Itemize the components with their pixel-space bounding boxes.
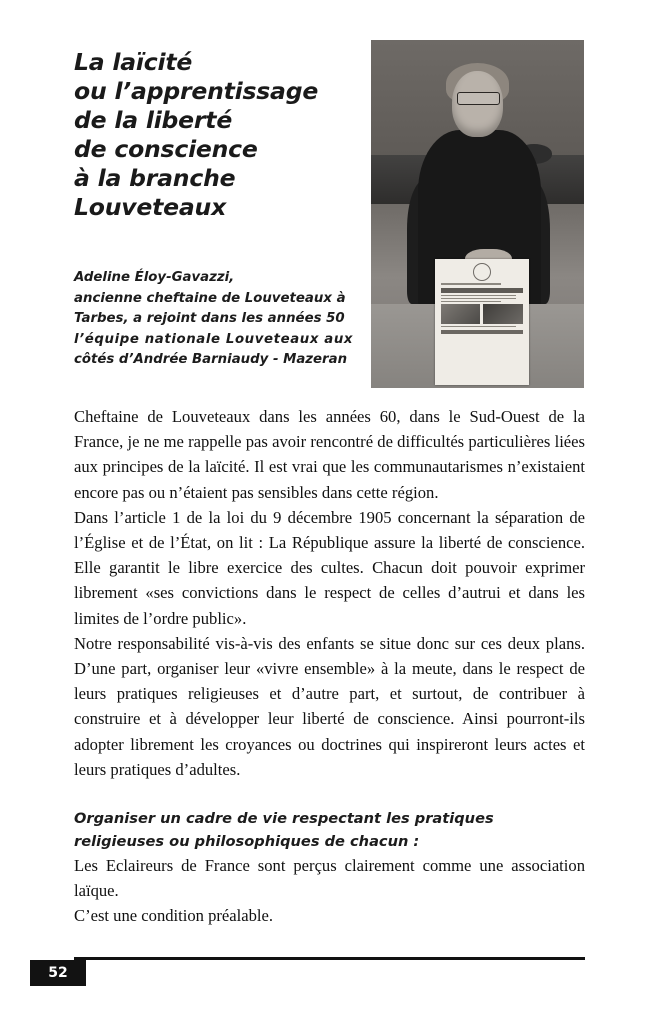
leaflet-heading-band — [441, 288, 523, 293]
byline-line-3: Tarbes, a rejoint dans les années 50 — [74, 311, 345, 326]
leaflet-text-line — [441, 301, 501, 302]
leaflet-image-row — [441, 304, 523, 324]
paragraph-4: Les Eclaireurs de France sont perçus clairement comme une association laïque. — [74, 856, 585, 901]
paragraph-2: Dans l’article 1 de la loi du 9 décembre 1905 concernant la séparation de l’Église et de l’État, on lit : La République assure la liberté de conscience. Elle garantit le libre exercice des cultes. Chacun doit pouvoir exprimer librement «ses convictions dans le respect de celles d’autrui et dans les limites de l’ordre public». — [74, 507, 585, 628]
leaflet-text-line — [441, 295, 516, 296]
author-byline — [74, 268, 374, 371]
footer-divider — [74, 957, 585, 960]
article-body — [74, 404, 585, 929]
byline-line-5: côtés d’Andrée Barniaudy - Mazeran — [74, 352, 348, 367]
leaflet-photo — [483, 304, 522, 324]
section-subheading: Organiser un cadre de vie respectant les pratiques religieuses ou philosophiques de chacun : — [74, 810, 494, 850]
leaflet-text-line — [441, 326, 516, 327]
paragraph-3: Notre responsabilité vis-à-vis des enfants se situe donc sur ces deux plans. D’une part, organiser leur «vivre ensemble» à la meute, dans le respect de leurs pratiques religieuses et d’autre part, et surtout, de contribuer à construire et à développer leur liberté de conscience. Ainsi pourront-ils adopter librement les croyances ou doctrines qui inspireront leurs actes et leurs pratiques d’adultes. — [74, 633, 585, 779]
byline-line-4: l’équipe nationale Louveteaux aux — [74, 331, 354, 347]
title-line-1: La laïcité — [74, 48, 193, 76]
byline-line-1: Adeline Éloy-Gavazzi, — [74, 270, 235, 285]
title-line-3: de la liberté — [74, 106, 233, 134]
page-number: 52 — [48, 965, 68, 981]
printed-leaflet-on-table — [435, 259, 529, 384]
paragraph-1: Cheftaine de Louveteaux dans les années 60, dans le Sud-Ouest de la France, je ne me rappelle pas avoir rencontré de difficultés particulières liées aux principes de la laïcité. Il est vrai que les communautarismes n’existaient encore pas ou n’étaient pas sensibles dans cette région. — [74, 407, 585, 502]
title-line-4: de conscience — [74, 135, 258, 163]
paragraph-5: C’est une condition préalable. — [74, 906, 274, 926]
speaker-at-conference-table-photo — [371, 40, 584, 388]
article-header — [74, 40, 584, 395]
title-line-5: à la branche — [74, 164, 236, 192]
leaflet-text-line — [441, 298, 516, 299]
title-line-6: Louveteaux — [74, 193, 227, 221]
leaflet-logo-icon — [473, 263, 491, 281]
byline-line-2: ancienne cheftaine de Louveteaux à — [74, 290, 346, 306]
leaflet-text-line — [441, 283, 501, 284]
leaflet-photo — [441, 304, 480, 324]
title-line-2: ou l’apprentissage — [74, 77, 319, 105]
leaflet-footer-band — [441, 330, 523, 334]
eyeglasses-icon — [457, 92, 499, 105]
page-title — [74, 48, 364, 222]
